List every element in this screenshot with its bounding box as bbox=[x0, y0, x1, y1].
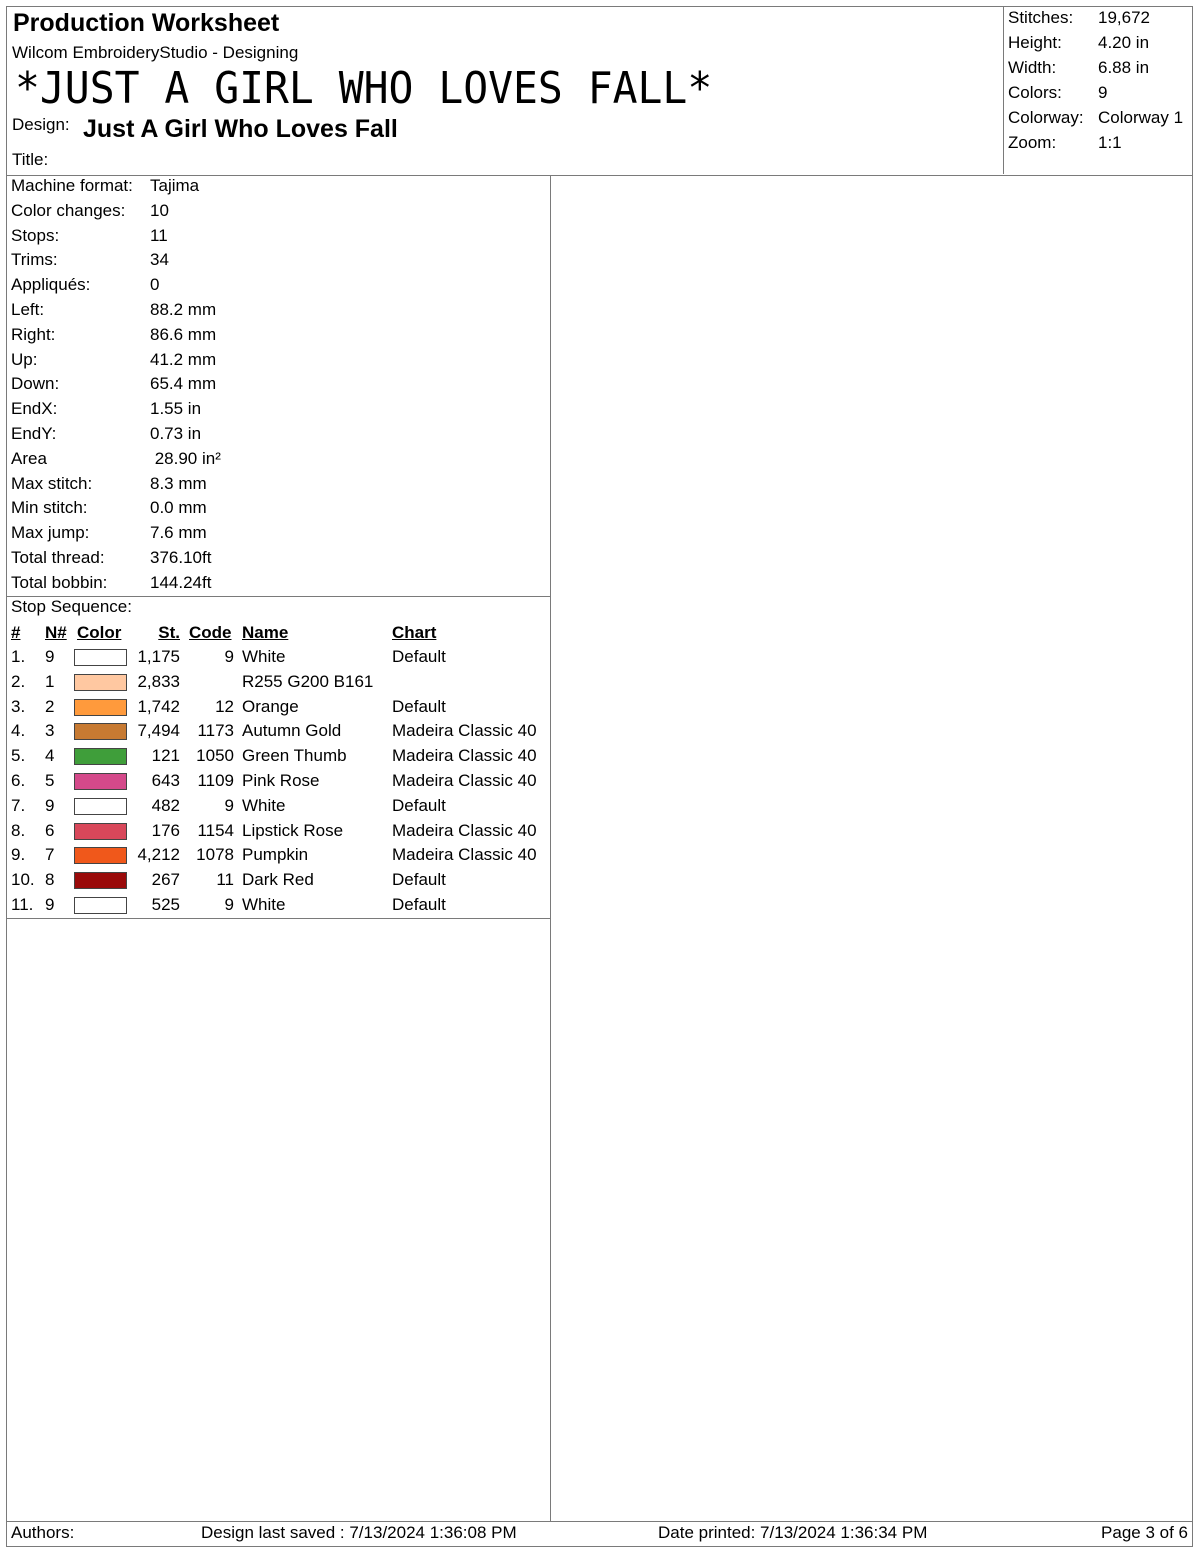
summary-stitches: Stitches: 19,672 bbox=[1008, 8, 1150, 27]
row-needle: 4 bbox=[45, 746, 55, 766]
row-stitches: 643 bbox=[151, 771, 180, 790]
column-header-stitches: St. bbox=[158, 623, 180, 642]
row-needle: 1 bbox=[45, 671, 55, 691]
stat-label: Up: bbox=[11, 349, 38, 369]
column-header-needle: N# bbox=[45, 623, 67, 642]
stat-row bbox=[11, 498, 207, 518]
stat-value: 7.6 mm bbox=[150, 523, 207, 543]
title-label: Title: bbox=[12, 150, 49, 169]
row-needle: 2 bbox=[45, 696, 55, 716]
stat-label: Max stitch: bbox=[11, 473, 93, 493]
design-summary bbox=[1003, 7, 1193, 174]
column-header-chart: Chart bbox=[392, 623, 437, 642]
stat-value: 11 bbox=[150, 225, 168, 245]
color-swatch bbox=[74, 872, 127, 889]
row-needle: 7 bbox=[45, 845, 55, 865]
row-needle: 6 bbox=[45, 820, 55, 840]
stat-value: 88.2 mm bbox=[150, 300, 217, 319]
stat-row bbox=[11, 474, 207, 494]
summary-width: Width: 6.88 in bbox=[1008, 58, 1150, 77]
row-index: 10. bbox=[11, 870, 35, 890]
row-chart: Default bbox=[392, 895, 446, 914]
stat-value: 10 bbox=[150, 200, 169, 220]
stat-value: 1.55 in bbox=[150, 399, 202, 419]
row-name: Green Thumb bbox=[242, 746, 347, 766]
row-index: 2. bbox=[11, 671, 26, 691]
stop-sequence-table bbox=[7, 597, 550, 919]
stat-row bbox=[11, 325, 216, 345]
row-name: Orange bbox=[242, 696, 299, 716]
row-needle: 9 bbox=[45, 795, 55, 815]
worksheet-title: Production Worksheet bbox=[13, 9, 280, 37]
row-needle: 9 bbox=[45, 895, 55, 914]
row-stitches: 121 bbox=[151, 746, 180, 766]
stat-label: Max jump: bbox=[11, 523, 90, 543]
stat-label: Left: bbox=[11, 300, 45, 319]
color-swatch bbox=[74, 748, 127, 765]
row-chart: Default bbox=[392, 795, 446, 815]
stat-row bbox=[11, 573, 211, 593]
stat-row bbox=[11, 226, 168, 246]
authors-label: Authors: bbox=[11, 1523, 75, 1542]
row-code: 1154 bbox=[197, 820, 234, 840]
row-chart: Madeira Classic 40 bbox=[392, 746, 537, 766]
row-chart: Madeira Classic 40 bbox=[392, 721, 537, 741]
stat-value: 28.90 in² bbox=[150, 448, 221, 468]
row-stitches: 7,494 bbox=[137, 721, 180, 741]
row-code: 9 bbox=[224, 795, 234, 815]
design-banner-text: *JUST A GIRL WHO LOVES FALL* bbox=[15, 63, 713, 114]
row-needle: 8 bbox=[45, 870, 55, 890]
row-code: 1078 bbox=[196, 845, 234, 865]
row-code: 1173 bbox=[197, 721, 234, 741]
row-code: 9 bbox=[224, 647, 234, 666]
stat-value: 8.3 mm bbox=[150, 473, 207, 493]
row-needle: 5 bbox=[45, 771, 55, 790]
stat-row bbox=[11, 548, 211, 568]
row-chart: Madeira Classic 40 bbox=[392, 845, 537, 865]
stat-row bbox=[11, 275, 159, 295]
row-index: 9. bbox=[11, 845, 26, 865]
row-index: 11. bbox=[11, 895, 34, 914]
row-index: 5. bbox=[11, 746, 26, 766]
design-last-saved: Design last saved : 7/13/2024 1:36:08 PM bbox=[201, 1523, 517, 1542]
stat-label: Total thread: bbox=[11, 548, 105, 567]
row-needle: 3 bbox=[45, 721, 55, 741]
stop-sequence-title: Stop Sequence: bbox=[11, 597, 132, 616]
design-name: Just A Girl Who Loves Fall bbox=[83, 115, 398, 143]
stat-label: Area bbox=[11, 448, 47, 468]
row-name: Dark Red bbox=[242, 870, 314, 890]
stat-label: EndY: bbox=[11, 424, 57, 443]
row-index: 4. bbox=[11, 721, 26, 741]
color-swatch bbox=[74, 649, 127, 666]
row-stitches: 1,742 bbox=[137, 696, 180, 716]
color-swatch bbox=[74, 773, 127, 790]
column-header-index: # bbox=[11, 623, 21, 642]
row-name: Lipstick Rose bbox=[242, 820, 344, 840]
stat-row bbox=[11, 250, 169, 270]
color-swatch bbox=[74, 847, 127, 864]
row-chart: Default bbox=[392, 696, 446, 716]
row-index: 8. bbox=[11, 820, 26, 840]
row-code: 1050 bbox=[196, 746, 234, 766]
row-name: Pumpkin bbox=[242, 845, 309, 865]
stat-row bbox=[11, 201, 169, 221]
color-swatch bbox=[74, 897, 127, 914]
stat-label: Right: bbox=[11, 324, 56, 344]
row-code: 1109 bbox=[197, 771, 234, 790]
row-index: 3. bbox=[11, 696, 26, 716]
row-chart: Madeira Classic 40 bbox=[392, 820, 537, 840]
stat-row bbox=[11, 523, 207, 543]
stat-row bbox=[11, 176, 199, 196]
summary-colorway: Colorway: Colorway 1 bbox=[1008, 108, 1184, 127]
summary-zoom: Zoom: 1:1 bbox=[1008, 133, 1122, 152]
row-name: Pink Rose bbox=[242, 771, 320, 790]
row-name: White bbox=[242, 895, 286, 914]
row-name: White bbox=[242, 647, 286, 666]
stat-value: 0 bbox=[150, 275, 160, 295]
machine-statistics bbox=[7, 175, 550, 597]
color-swatch bbox=[74, 699, 127, 716]
row-stitches: 4,212 bbox=[137, 845, 180, 865]
color-swatch bbox=[74, 798, 127, 815]
stat-value: 41.2 mm bbox=[150, 349, 217, 369]
stat-row bbox=[11, 374, 216, 394]
stat-value: 0.0 mm bbox=[150, 498, 207, 518]
stat-row bbox=[11, 449, 221, 469]
row-name: White bbox=[242, 795, 286, 815]
row-index: 1. bbox=[11, 647, 26, 666]
left-panel bbox=[7, 175, 551, 1521]
row-code: 9 bbox=[224, 895, 234, 914]
row-chart: Default bbox=[392, 870, 446, 890]
color-swatch bbox=[74, 674, 127, 691]
row-name: R255 G200 B161 bbox=[242, 671, 374, 691]
stat-value: 376.10ft bbox=[150, 548, 212, 567]
stat-row bbox=[11, 399, 201, 419]
date-printed: Date printed: 7/13/2024 1:36:34 PM bbox=[658, 1523, 928, 1542]
column-header-name: Name bbox=[242, 623, 289, 642]
row-stitches: 525 bbox=[151, 895, 180, 914]
summary-colors: Colors: 9 bbox=[1008, 83, 1108, 102]
stat-row bbox=[11, 300, 216, 320]
stat-label: Trims: bbox=[11, 250, 58, 270]
row-stitches: 2,833 bbox=[137, 671, 180, 691]
stat-label: Appliqués: bbox=[11, 275, 91, 295]
stat-value: 65.4 mm bbox=[150, 374, 217, 394]
worksheet-header bbox=[7, 7, 1192, 176]
row-index: 6. bbox=[11, 771, 26, 790]
row-chart: Default bbox=[392, 647, 446, 666]
row-stitches: 267 bbox=[151, 870, 180, 890]
column-header-color: Color bbox=[77, 623, 122, 642]
row-index: 7. bbox=[11, 795, 26, 815]
stat-label: Min stitch: bbox=[11, 498, 88, 518]
production-worksheet bbox=[6, 6, 1193, 1547]
stat-value: 0.73 in bbox=[150, 424, 202, 443]
row-stitches: 176 bbox=[151, 820, 180, 840]
page-number: Page 3 of 6 bbox=[1101, 1523, 1188, 1542]
stat-label: Color changes: bbox=[11, 200, 126, 220]
stat-row bbox=[11, 424, 201, 444]
color-swatch bbox=[74, 723, 127, 740]
row-name: Autumn Gold bbox=[242, 721, 342, 741]
application-name: Wilcom EmbroideryStudio - Designing bbox=[12, 43, 299, 62]
summary-height: Height: 4.20 in bbox=[1008, 33, 1150, 52]
stat-label: Down: bbox=[11, 374, 60, 394]
stat-value: 34 bbox=[150, 250, 169, 270]
stat-value: 144.24ft bbox=[150, 572, 212, 592]
row-needle: 9 bbox=[45, 647, 55, 666]
column-header-code: Code bbox=[189, 623, 232, 642]
stat-label: Total bobbin: bbox=[11, 572, 108, 592]
row-code: 11 bbox=[216, 870, 234, 890]
stat-label: Stops: bbox=[11, 225, 60, 245]
worksheet-footer bbox=[7, 1521, 1192, 1547]
color-swatch bbox=[74, 823, 127, 840]
design-label: Design: bbox=[12, 115, 70, 134]
stat-value: Tajima bbox=[150, 176, 200, 195]
row-code: 12 bbox=[215, 696, 234, 716]
stat-label: Machine format: bbox=[11, 176, 133, 195]
row-stitches: 482 bbox=[151, 795, 180, 815]
stat-value: 86.6 mm bbox=[150, 324, 217, 344]
stat-row bbox=[11, 350, 216, 370]
row-stitches: 1,175 bbox=[137, 647, 180, 666]
row-chart: Madeira Classic 40 bbox=[392, 771, 537, 790]
stat-label: EndX: bbox=[11, 399, 58, 419]
